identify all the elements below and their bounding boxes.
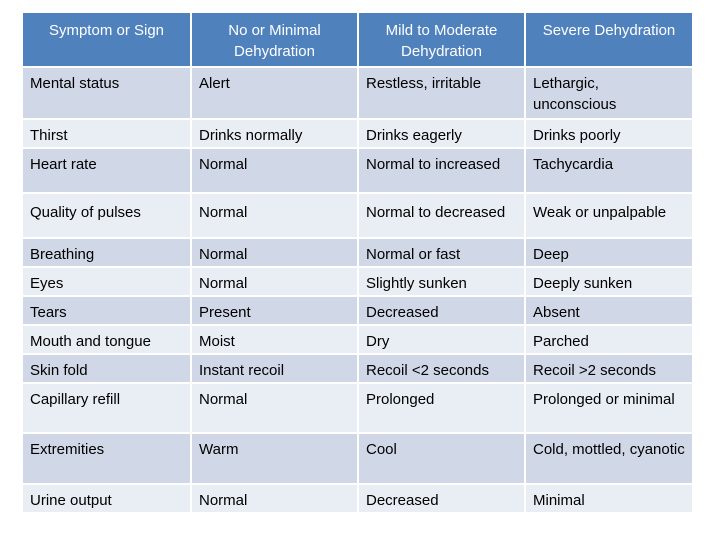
table-row — [23, 326, 692, 355]
table-cell: Drinks poorly — [524, 120, 692, 147]
table-cell: Skin fold — [30, 362, 88, 379]
table-cell: Recoil <2 seconds — [357, 355, 524, 382]
table-row — [23, 434, 692, 485]
table-cell: Eyes — [30, 275, 64, 292]
table-cell: Weak or unpalpable — [524, 194, 692, 237]
header-cell-symptom: Symptom or Sign — [48, 22, 165, 39]
table-cell: Alert — [190, 68, 357, 118]
table-cell: Tears — [30, 304, 67, 321]
header-cell-mild-moderate: Mild to Moderate Dehydration — [357, 13, 524, 66]
table-cell: Dry — [357, 326, 524, 353]
table-cell: Slightly sunken — [357, 268, 524, 295]
table-cell: Breathing — [30, 246, 95, 263]
table-cell: Drinks eagerly — [357, 120, 524, 147]
table-row — [23, 194, 692, 239]
table-cell: Normal — [190, 194, 357, 237]
table-row — [23, 297, 692, 326]
table-cell: Restless, irritable — [357, 68, 524, 118]
table-cell: Prolonged — [357, 384, 524, 432]
table-row — [23, 355, 692, 384]
table-cell: Cool — [357, 434, 524, 483]
table-cell: Normal — [190, 239, 357, 266]
table-cell: Minimal — [524, 485, 692, 512]
table-cell: Instant recoil — [190, 355, 357, 382]
table-row — [23, 120, 692, 149]
table-cell: Thirst — [30, 127, 68, 144]
header-cell-severe: Severe Dehydration — [524, 13, 692, 66]
table-header-row — [23, 13, 692, 68]
table-cell: Cold, mottled, cyanotic — [524, 434, 692, 483]
table-cell: Normal — [190, 384, 357, 432]
table-cell: Decreased — [357, 485, 524, 512]
table-row — [23, 68, 692, 120]
dehydration-table — [23, 13, 692, 514]
table-cell: Normal — [190, 268, 357, 295]
table-cell: Decreased — [357, 297, 524, 324]
table-cell: Moist — [190, 326, 357, 353]
table-cell: Prolonged or minimal — [524, 384, 692, 432]
table-row — [23, 268, 692, 297]
table-cell: Normal — [190, 149, 357, 192]
table-cell: Quality of pulses — [30, 204, 141, 221]
table-cell: Lethargic, unconscious — [524, 68, 692, 118]
table-cell: Deeply sunken — [524, 268, 692, 295]
table-row — [23, 239, 692, 268]
table-cell: Extremities — [30, 441, 105, 458]
table-row — [23, 384, 692, 434]
table-cell: Urine output — [30, 492, 112, 509]
table-cell: Mental status — [30, 75, 120, 92]
table-cell: Absent — [524, 297, 692, 324]
header-cell-no-minimal: No or Minimal Dehydration — [190, 13, 357, 66]
table-cell: Tachycardia — [524, 149, 692, 192]
table-cell: Heart rate — [30, 156, 97, 173]
table-cell: Normal or fast — [357, 239, 524, 266]
table-cell: Normal to decreased — [357, 194, 524, 237]
table-cell: Normal — [190, 485, 357, 512]
table-cell: Drinks normally — [190, 120, 357, 147]
table-row — [23, 485, 692, 514]
table-cell: Mouth and tongue — [30, 333, 151, 350]
table-cell: Warm — [190, 434, 357, 483]
table-cell: Parched — [524, 326, 692, 353]
table-row — [23, 149, 692, 194]
table-cell: Capillary refill — [30, 391, 121, 408]
table-cell: Present — [190, 297, 357, 324]
table-cell: Normal to increased — [357, 149, 524, 192]
table-cell: Recoil >2 seconds — [524, 355, 692, 382]
table-cell: Deep — [524, 239, 692, 266]
